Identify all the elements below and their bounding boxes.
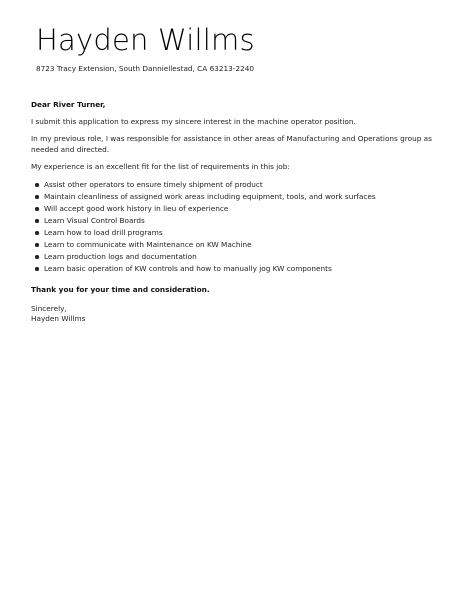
experience-paragraph: In my previous role, I was responsible for assistance in other areas of Manufacturing and Operations group as needed and directed. [31,134,432,154]
closing: Sincerely, [31,303,67,313]
applicant-name: Hayden Willms [36,23,255,57]
list-item [31,180,451,191]
bullet-icon [35,255,39,259]
bullet-icon [35,219,39,223]
list-item [31,228,451,239]
list-item [31,204,451,215]
bullet-icon [35,243,39,247]
list-item [31,252,451,263]
requirements-intro: My experience is an excellent fit for the list of requirements in this job: [31,162,290,171]
bullet-icon [35,267,39,271]
bullet-icon [35,183,39,187]
thanks-line: Thank you for your time and consideration. [31,285,210,294]
signer-name: Hayden Willms [31,314,86,323]
list-item-text: Learn how to load drill programs [44,227,163,237]
applicant-address: 8723 Tracy Extension, South Danniellestad, CA 63213-2240 [36,64,255,73]
letter-body [31,100,451,325]
list-item-text: Learn to communicate with Maintenance on KW Machine [44,239,252,249]
salutation: Dear River Turner, [31,100,106,109]
bullet-icon [35,207,39,211]
list-item-text: Learn basic operation of KW controls and how to manually jog KW components [44,263,332,273]
list-item [31,240,451,251]
list-item-text: Learn production logs and documentation [44,251,197,261]
list-item-text: Learn Visual Control Boards [44,215,145,225]
bullet-icon [35,195,39,199]
list-item-text: Assist other operators to ensure timely shipment of product [44,179,263,189]
list-item [31,216,451,227]
requirements-list [31,180,451,275]
list-item-text: Maintain cleanliness of assigned work areas including equipment, tools, and work surfaces [44,191,376,201]
list-item [31,192,451,203]
intro-paragraph: I submit this application to express my sincere interest in the machine operator position. [31,116,356,126]
letter-header [0,4,474,84]
list-item-text: Will accept good work history in lieu of experience [44,203,229,213]
bullet-icon [35,231,39,235]
list-item [31,264,451,275]
